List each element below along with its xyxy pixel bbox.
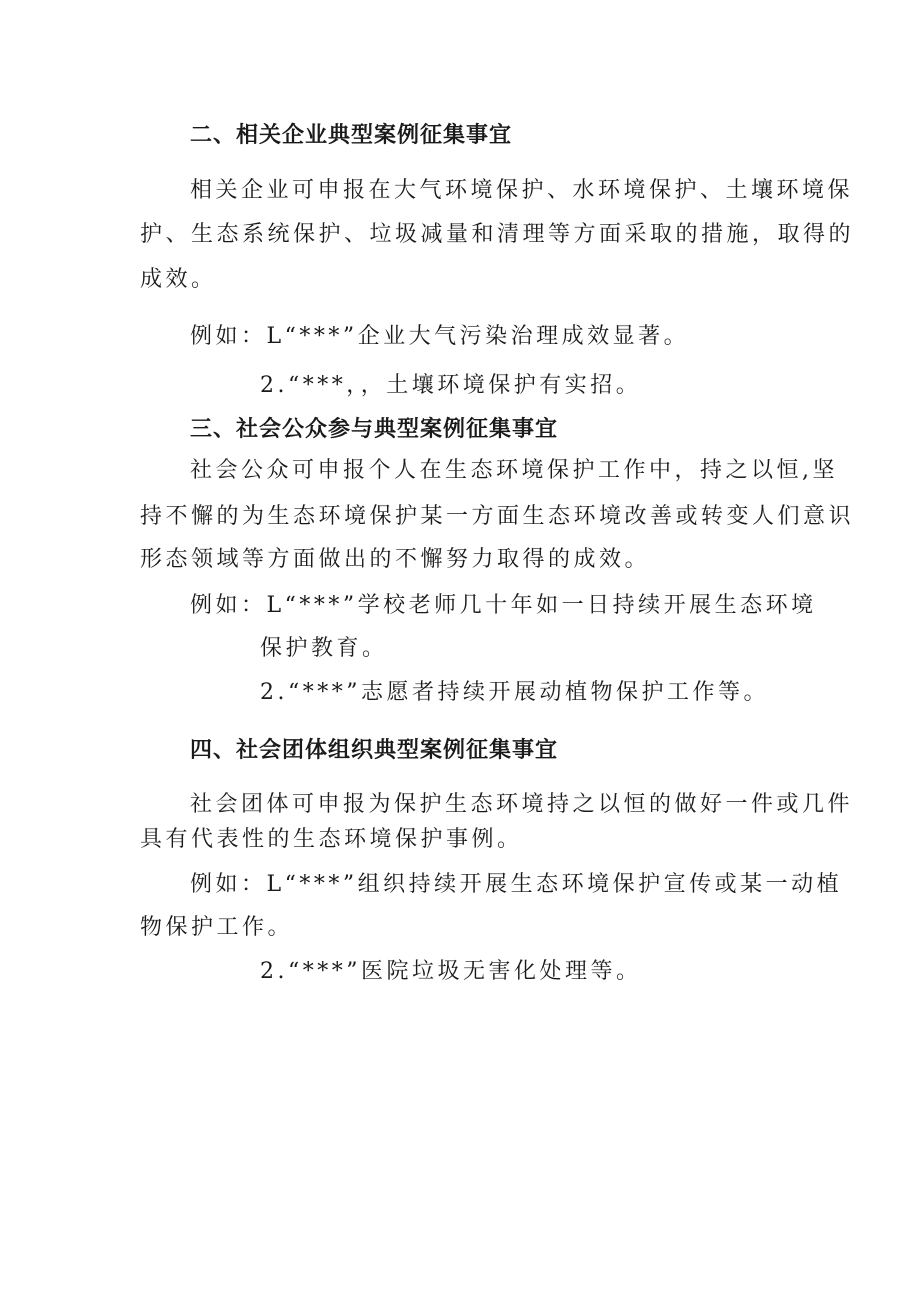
section-3-heading: 三、社会公众参与典型案例征集事宜 [190,416,559,442]
section-2-example-2: 2.“***，，土壤环境保护有实招。 [260,373,642,398]
section-3-body-line-1: 社会公众可申报个人在生态环境保护工作中，持之以恒,坚 [190,458,838,483]
section-3-example-2: 2.“***”志愿者持续开展动植物保护工作等。 [260,680,769,705]
section-3-body-line-2: 持不懈的为生态环境保护某一方面生态环境改善或转变人们意识 [140,504,855,529]
section-2-example-1: 例如：L“***”企业大气污染治理成效显著。 [190,324,690,349]
section-2-body-line-3: 成效。 [140,267,217,292]
section-4-example-1-line-1: 例如：L“***”组织持续开展生态环境保护宣传或某一动植 [190,872,843,897]
section-4-heading: 四、社会团体组织典型案例征集事宜 [190,737,559,763]
section-2-body-line-1: 相关企业可申报在大气环境保护、水环境保护、土壤环境保 [190,178,854,203]
section-4-body-line-2: 具有代表性的生态环境保护事例。 [140,827,523,852]
section-3-example-1-line-2: 保护教育。 [260,636,388,661]
section-2-body-line-2: 护、生态系统保护、垃圾减量和清理等方面采取的措施，取得的 [140,222,855,247]
section-4-example-1-line-2: 物保护工作。 [140,915,294,940]
section-4-example-2: 2.“***”医院垃圾无害化处理等。 [260,959,642,984]
section-3-example-1-line-1: 例如：L“***”学校老师几十年如一日持续开展生态环境 [190,593,817,618]
section-3-body-line-3: 形态领域等方面做出的不懈努力取得的成效。 [140,547,651,572]
section-4-body-line-1: 社会团体可申报为保护生态环境持之以恒的做好一件或几件 [190,792,854,817]
section-2-heading: 二、相关企业典型案例征集事宜 [190,122,513,148]
